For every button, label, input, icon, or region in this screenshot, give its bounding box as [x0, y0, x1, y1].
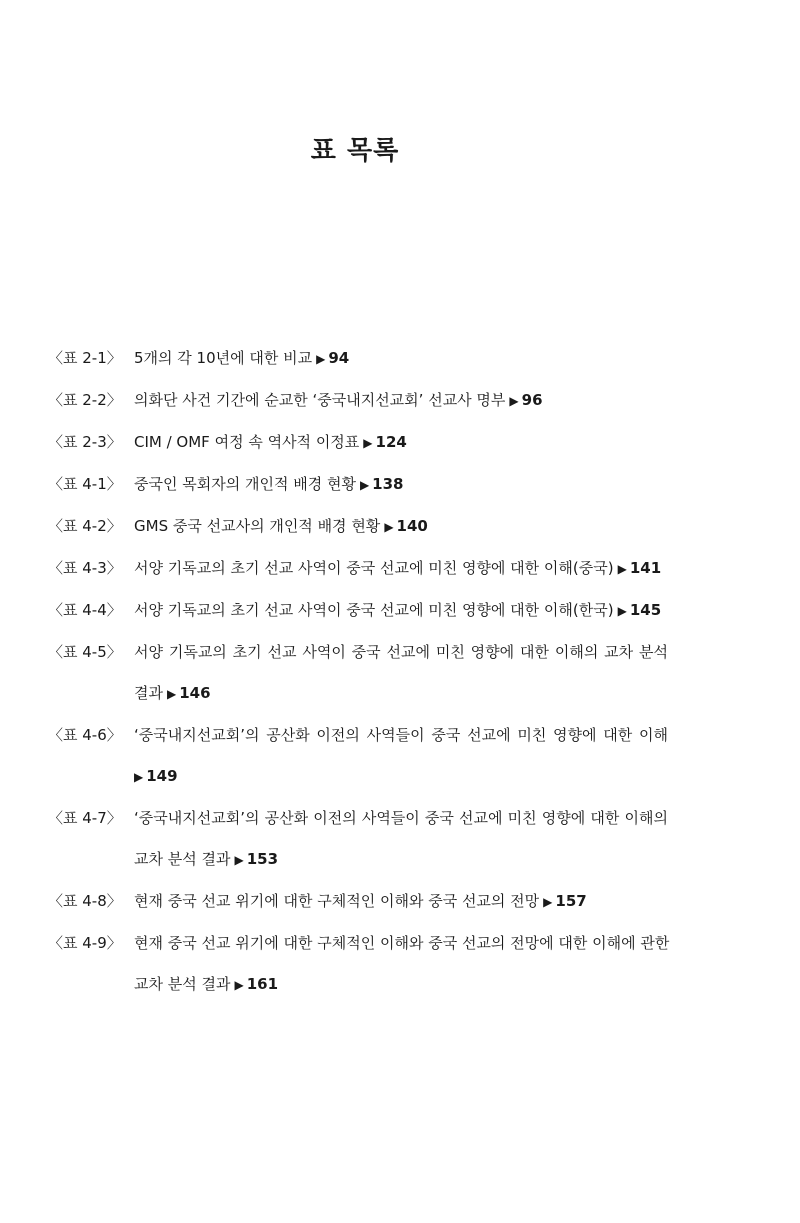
table-caption: ‘중국내지선교회’의 공산화 이전의 사역들이 중국 선교에 미친 영향에 대한 이해 — [134, 726, 668, 744]
table-caption: 의화단 사건 기간에 순교한 ‘중국내지선교회’ 선교사 명부 — [134, 391, 506, 409]
page-number: 146 — [179, 684, 211, 702]
page-number: 161 — [246, 975, 279, 993]
page-number: 94 — [328, 349, 350, 367]
table-caption: 5개의 각 10년에 대한 비교 — [134, 349, 313, 367]
table-caption: ‘중국내지선교회’의 공산화 이전의 사역들이 중국 선교에 미친 영향에 대한 이해의 — [134, 809, 668, 827]
table-label: 〈표 4-9〉 — [48, 934, 122, 952]
page-number: 140 — [396, 517, 428, 535]
table-label: 〈표 4-6〉 — [48, 726, 122, 744]
list-item — [48, 506, 668, 548]
table-caption: 중국인 목회자의 개인적 배경 현황 — [134, 475, 356, 493]
page-number: 153 — [246, 850, 279, 868]
table-caption: 서양 기독교의 초기 선교 사역이 중국 선교에 미친 영향에 대한 이해의 교차 분석 — [134, 643, 668, 661]
table-label: 〈표 4-4〉 — [48, 601, 122, 619]
page-number: 96 — [521, 391, 543, 409]
table-label: 〈표 2-1〉 — [48, 349, 122, 367]
triangle-right-icon: ▶ — [166, 687, 177, 701]
list-item — [48, 881, 668, 923]
triangle-right-icon: ▶ — [134, 770, 144, 784]
triangle-right-icon: ▶ — [359, 478, 370, 492]
triangle-right-icon: ▶ — [384, 520, 394, 534]
table-label: 〈표 4-2〉 — [48, 517, 122, 535]
table-caption: GMS 중국 선교사의 개인적 배경 현황 — [134, 517, 381, 535]
triangle-right-icon: ▶ — [316, 352, 326, 366]
table-caption-continued: 결과 — [134, 684, 163, 702]
page-number: 157 — [555, 892, 587, 910]
table-label: 〈표 4-3〉 — [48, 559, 122, 577]
table-label: 〈표 4-1〉 — [48, 475, 122, 493]
list-item — [48, 798, 668, 881]
table-caption-continued: 교차 분석 결과 — [134, 850, 231, 868]
page-number: 124 — [375, 433, 407, 451]
triangle-right-icon: ▶ — [617, 562, 627, 576]
table-caption: 현재 중국 선교 위기에 대한 구체적인 이해와 중국 선교의 전망에 대한 이해에 관한 — [134, 934, 670, 952]
table-label: 〈표 2-3〉 — [48, 433, 122, 451]
table-label: 〈표 2-2〉 — [48, 391, 122, 409]
page-number: 141 — [629, 559, 662, 577]
list-item — [48, 338, 668, 380]
list-item — [48, 464, 668, 506]
page-number: 149 — [146, 767, 178, 785]
table-caption: CIM / OMF 여정 속 역사적 이정표 — [134, 433, 360, 451]
page-title: 표 목록 — [310, 136, 400, 166]
table-caption-continued: 교차 분석 결과 — [134, 975, 231, 993]
triangle-right-icon: ▶ — [509, 394, 519, 408]
table-caption: 서양 기독교의 초기 선교 사역이 중국 선교에 미친 영향에 대한 이해(한국) — [134, 601, 614, 619]
table-label: 〈표 4-5〉 — [48, 643, 122, 661]
table-caption: 현재 중국 선교 위기에 대한 구체적인 이해와 중국 선교의 전망 — [134, 892, 540, 910]
list-item — [48, 632, 668, 715]
triangle-right-icon: ▶ — [234, 978, 244, 992]
page-number: 138 — [372, 475, 404, 493]
triangle-right-icon: ▶ — [234, 853, 244, 867]
triangle-right-icon: ▶ — [617, 604, 627, 618]
list-item — [48, 923, 668, 1006]
table-label: 〈표 4-7〉 — [48, 809, 122, 827]
triangle-right-icon: ▶ — [543, 895, 553, 909]
list-item — [48, 380, 668, 422]
triangle-right-icon: ▶ — [363, 436, 373, 450]
table-list — [48, 338, 668, 1006]
list-item — [48, 422, 668, 464]
table-caption: 서양 기독교의 초기 선교 사역이 중국 선교에 미친 영향에 대한 이해(중국) — [134, 559, 614, 577]
list-item — [48, 548, 668, 590]
table-label: 〈표 4-8〉 — [48, 892, 122, 910]
page-number: 145 — [629, 601, 662, 619]
list-item — [48, 715, 668, 798]
list-item — [48, 590, 668, 632]
